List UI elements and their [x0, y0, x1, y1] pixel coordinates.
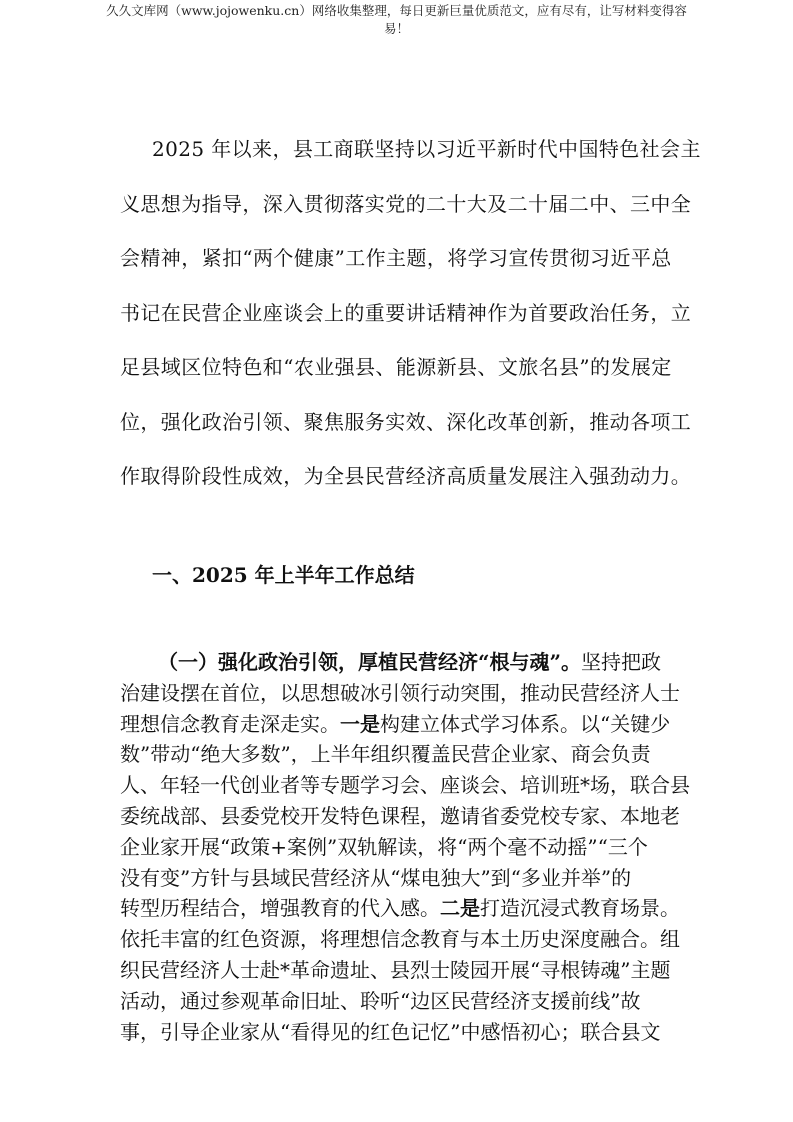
body-line — [120, 893, 690, 924]
header-line-2: 易！ — [383, 21, 409, 36]
body-line: 数”带动“绝大多数”，上半年组织覆盖民营企业家、商会负责 — [120, 742, 651, 767]
body-line: 治建设摆在首位，以思想破冰引领行动突围，推动民营经济人士 — [120, 680, 680, 705]
body-line — [120, 647, 690, 678]
header-line-1: 久久文库网（www.jojowenku.cn）网络收集整理，每日更新巨量优质范文，应有尽有，让写材料变得容 — [106, 3, 687, 18]
body-line: 活动，通过参观革命旧址、聆听“边区民营经济支援前线”故 — [120, 988, 641, 1013]
body-line: 依托丰富的红色资源，将理想信念教育与本土历史深度融合。组 — [120, 927, 680, 952]
emphasis-label: 二是 — [440, 896, 480, 921]
body-text: 坚持把政 — [581, 650, 662, 674]
intro-line: 2025 年以来，县工商联坚持以习近平新时代中国特色社会主 — [152, 137, 701, 161]
body-text: 转型历程结合，增强教育的代入感。 — [120, 896, 440, 921]
body-line: 织民营经济人士赴*革命遗址、县烈士陵园开展“寻根铸魂”主题 — [120, 957, 671, 982]
intro-line: 足县域区位特色和“农业强县、能源新县、文旅名县”的发展定 — [120, 355, 672, 379]
intro-line: 会精神，紧扣“两个健康”工作主题，将学习宣传贯彻习近平总 — [120, 246, 672, 270]
intro-line: 作取得阶段性成效，为全县民营经济高质量发展注入强劲动力。 — [120, 464, 692, 488]
page-header — [60, 2, 733, 38]
section-heading: 一、2025 年上半年工作总结 — [152, 563, 415, 587]
body-text: 构建立体式学习体系。以“关键少 — [380, 711, 671, 736]
body-line — [120, 709, 690, 740]
body-line: 企业家开展“政策+案例”双轨解读，将“两个毫不动摇”“三个 — [120, 834, 648, 859]
body-line: 人、年轻一代创业者等专题学习会、座谈会、培训班*场，联合县 — [120, 773, 690, 798]
section-body — [120, 647, 690, 1047]
intro-line: 义思想为指导，深入贯彻落实党的二十大及二十届二中、三中全 — [120, 191, 692, 216]
body-text: 打造沉浸式教育场景。 — [480, 896, 680, 921]
emphasis-label: 一是 — [340, 711, 380, 736]
body-line: 委统战部、县委党校开发特色课程，邀请省委党校专家、本地老 — [120, 803, 680, 828]
intro-line: 位，强化政治引领、聚焦服务实效、深化改革创新，推动各项工 — [120, 409, 692, 434]
intro-paragraph — [120, 122, 701, 504]
subsection-title: （一）强化政治引领，厚植民营经济“根与魂”。 — [158, 650, 582, 674]
body-line: 没有变”方针与县域民营经济从“煤电独大”到“多业并举”的 — [120, 865, 632, 890]
intro-line: 书记在民营企业座谈会上的重要讲话精神作为首要政治任务，立 — [120, 300, 692, 325]
body-text: 理想信念教育走深走实。 — [120, 711, 340, 736]
body-line: 事，引导企业家从“看得见的红色记忆”中感悟初心；联合县文 — [120, 1019, 661, 1044]
